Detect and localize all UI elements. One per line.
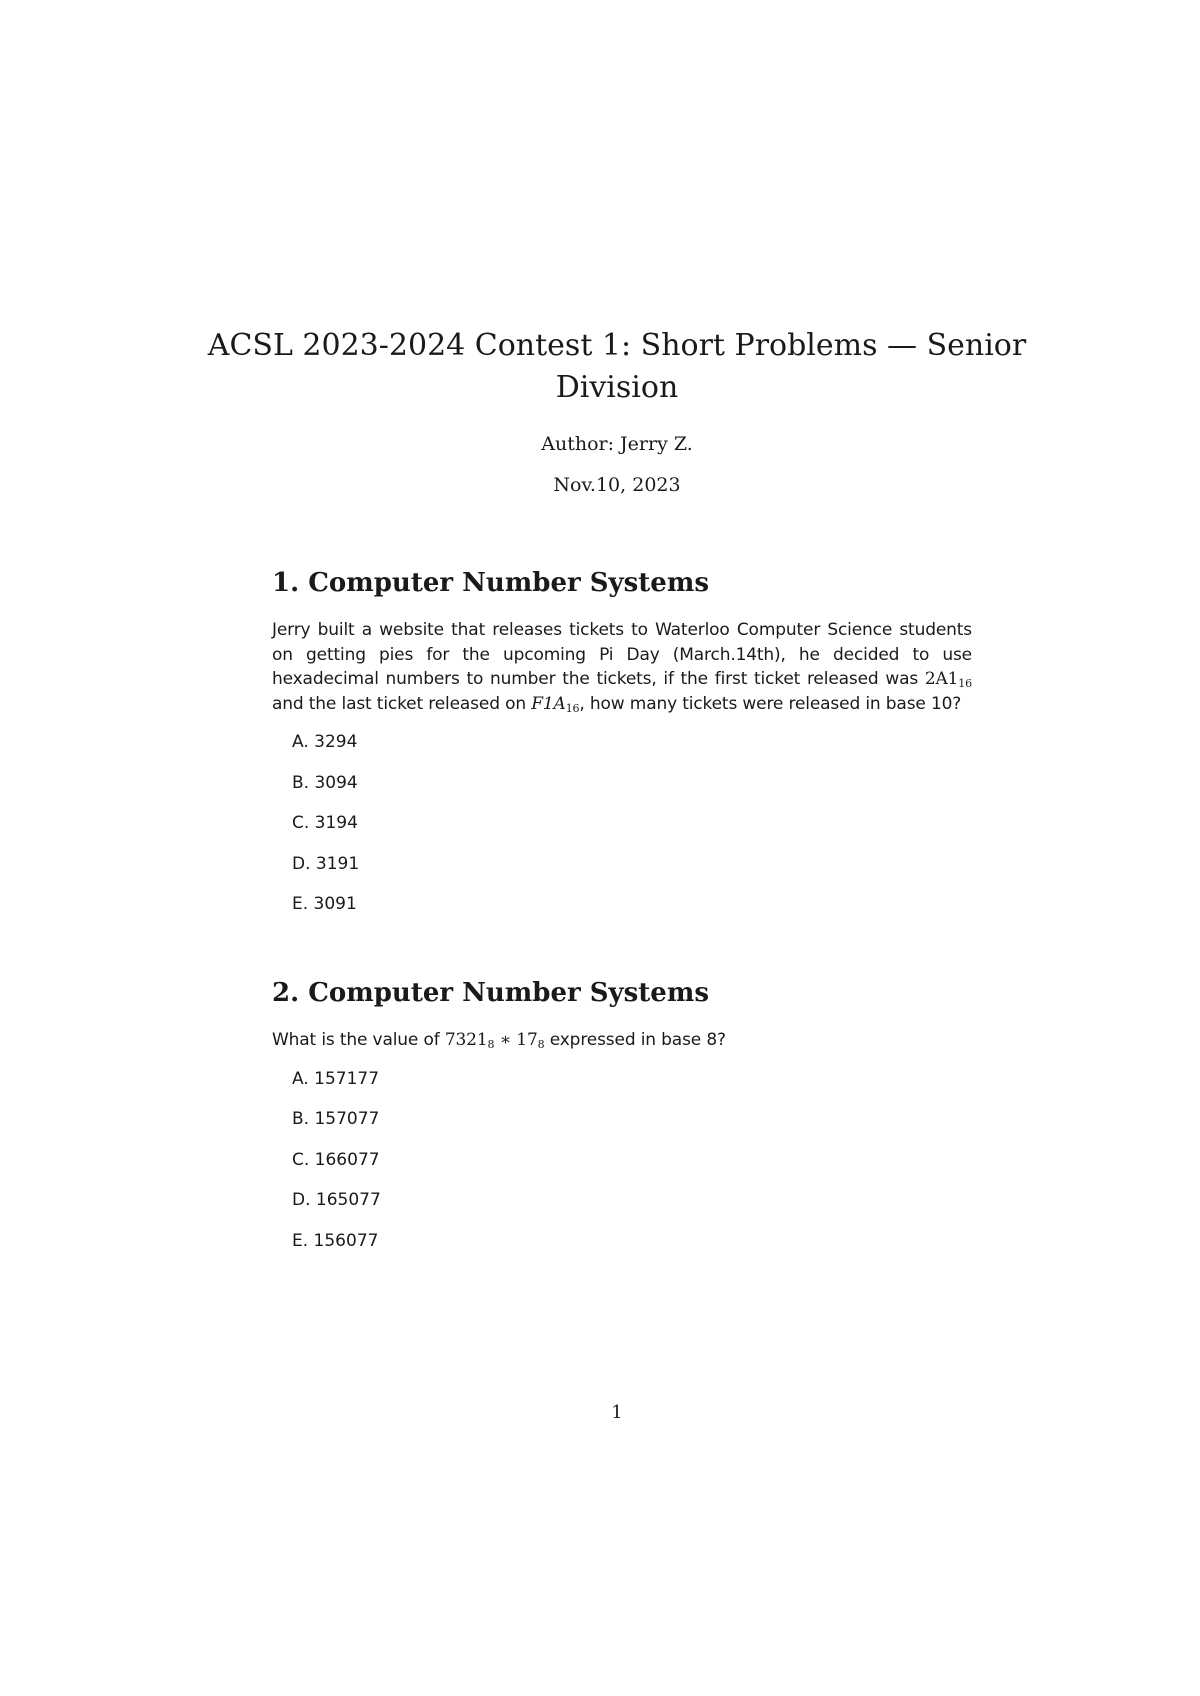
option-b: B. 3094: [292, 772, 358, 793]
hex-last-ticket: [531, 694, 579, 714]
question-2-heading: 2. Computer Number Systems: [272, 978, 709, 1008]
hex-first-ticket-value: 2A1: [924, 669, 959, 690]
question-1: [272, 566, 972, 933]
document-date: Nov.10, 2023: [553, 474, 681, 496]
octal-operand-2-value: 17: [516, 1030, 538, 1050]
hex-first-ticket-base: 16: [958, 677, 972, 691]
question-1-prompt-part-3: , how many tickets were released in base 10?: [579, 693, 962, 714]
question-1-options: [272, 730, 972, 933]
option-a: A. 157177: [292, 1068, 380, 1089]
document-author: Author: Jerry Z.: [541, 433, 693, 455]
option-e: E. 3091: [292, 894, 357, 915]
title-block: [200, 325, 1034, 498]
hex-first-ticket: [925, 669, 972, 689]
option-d: D. 165077: [292, 1190, 381, 1211]
octal-operand-1: [445, 1030, 495, 1050]
question-1-prompt: [272, 618, 972, 716]
octal-operand-1-value: 7321: [444, 1030, 488, 1050]
question-2: [272, 976, 972, 1269]
question-2-prompt: [272, 1028, 972, 1053]
question-2-prompt-part-1: What is the value of: [272, 1030, 445, 1050]
page-number: 1: [611, 1402, 623, 1423]
option-c: C. 3194: [292, 813, 358, 834]
option-c: C. 166077: [292, 1149, 380, 1170]
question-1-prompt-part-1: Jerry built a website that releases tickets to Waterloo Computer Science students on getting pies for the upcoming Pi Day (March.14th), he decided to use hexadecimal numbers to number the tickets, if the first ticket released was: [272, 620, 972, 690]
question-1-heading: 1. Computer Number Systems: [272, 568, 709, 598]
document-title: ACSL 2023-2024 Contest 1: Short Problems — Senior Division: [207, 328, 1027, 405]
option-b: B. 157077: [292, 1109, 380, 1130]
option-e: E. 156077: [292, 1230, 379, 1251]
octal-operand-2-base: 8: [537, 1038, 545, 1051]
hex-last-ticket-value: F1A: [531, 693, 566, 714]
multiply-operator: ∗: [494, 1030, 517, 1050]
octal-operand-2: [516, 1030, 544, 1050]
option-a: A. 3294: [292, 732, 358, 753]
option-d: D. 3191: [292, 853, 360, 874]
question-1-prompt-part-2: and the last ticket released on: [272, 693, 532, 714]
question-2-prompt-part-2: expressed in base 8?: [544, 1030, 726, 1050]
octal-operand-1-base: 8: [487, 1038, 495, 1051]
question-2-options: [272, 1067, 972, 1270]
hex-last-ticket-base: 16: [565, 701, 580, 715]
